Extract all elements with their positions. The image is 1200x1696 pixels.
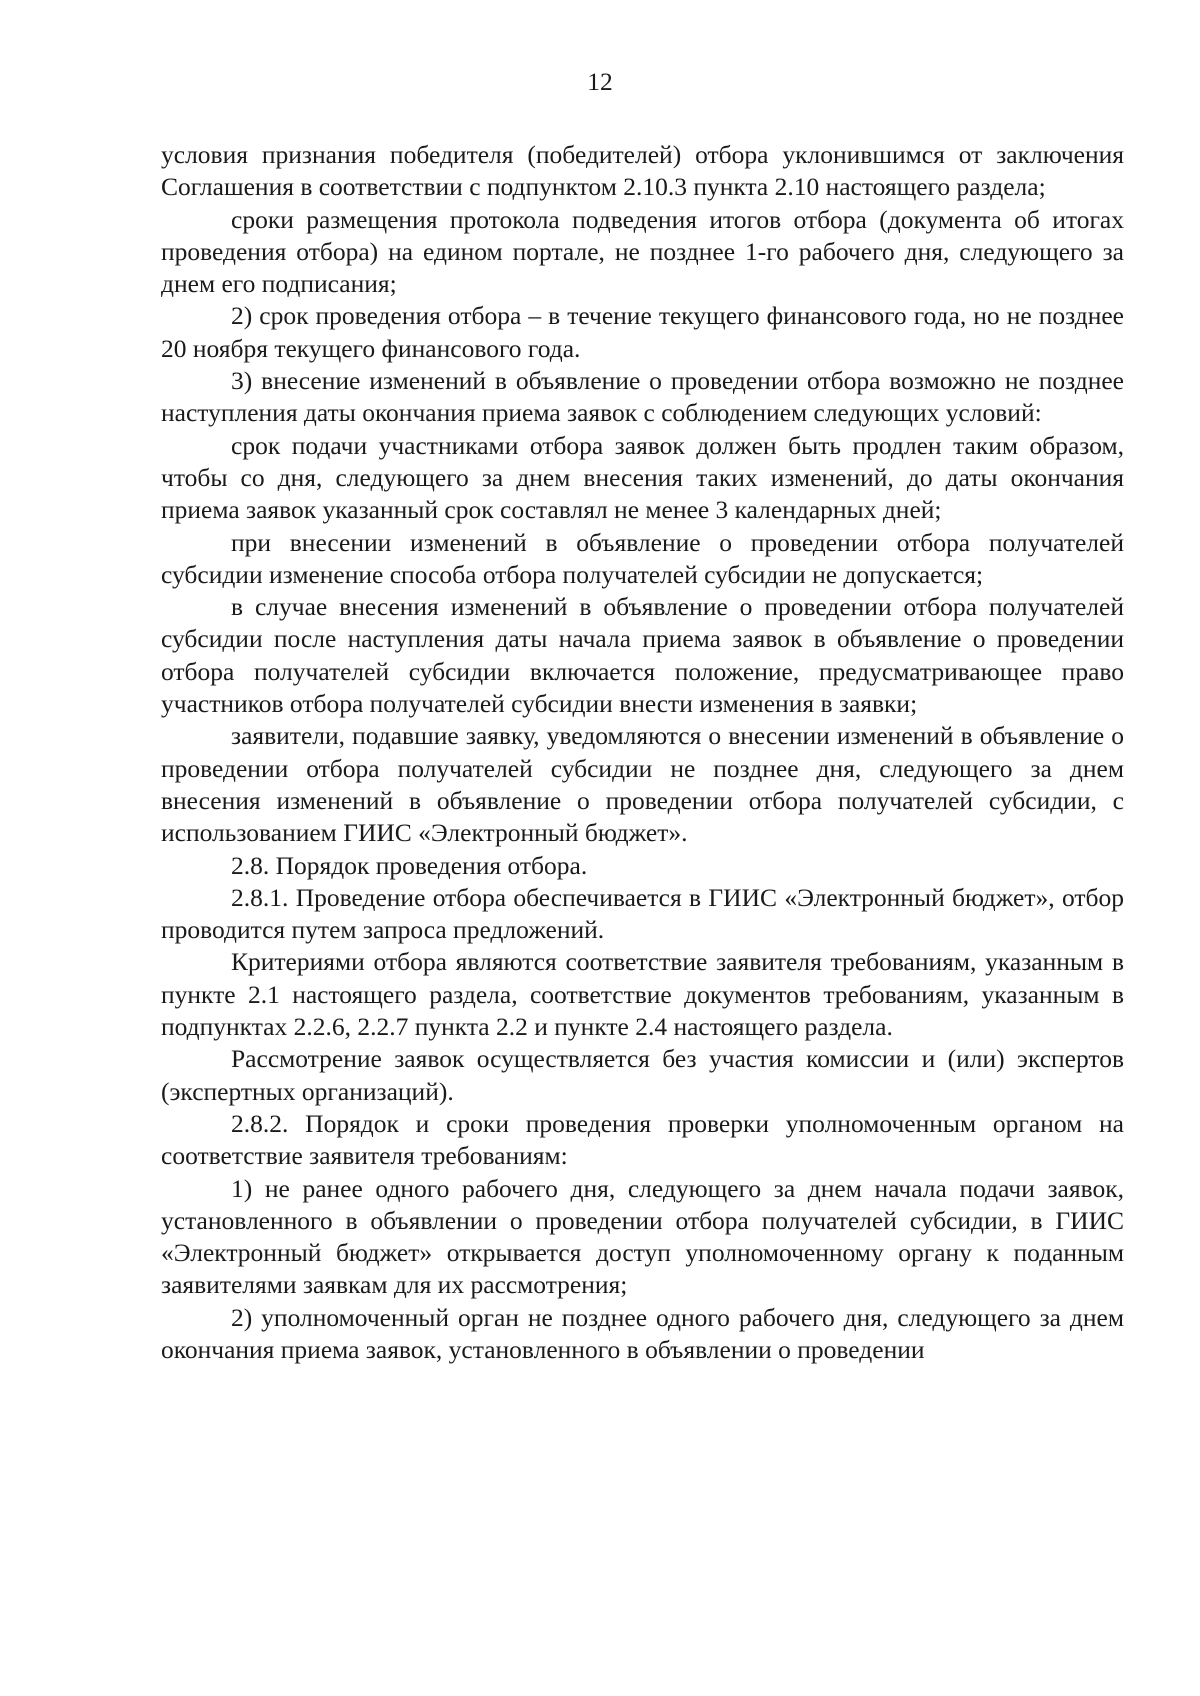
paragraph-5: срок подачи участниками отбора заявок должен быть продлен таким образом, чтобы со дня, следующего за днем внесения таких изменений, до даты окончания приема заявок указанный срок составлял не менее 3 календарных дней; xyxy=(161,430,1124,525)
paragraph-14: 1) не ранее одного рабочего дня, следующего за днем начала подачи заявок, установленного в объявлении о проведении отбора получателей субсидии, в ГИИС «Электронный бюджет» открывается доступ уполномоченному органу к поданным заявителями заявкам для их рассмотрения; xyxy=(161,1173,1124,1300)
paragraph-11: Критериями отбора являются соответствие заявителя требованиям, указанным в пункте 2.1 настоящего раздела, соответствие документов требованиям, указанным в подпунктах 2.2.6, 2.2.7 пункта 2.2 и пункте 2.4 настоящего раздела. xyxy=(161,947,1124,1042)
paragraph-9: 2.8. Порядок проведения отбора. xyxy=(231,850,588,880)
paragraph-4: 3) внесение изменений в объявление о проведении отбора возможно не позднее наступления даты окончания приема заявок с соблюдением следующих условий: xyxy=(161,366,1124,428)
paragraph-10: 2.8.1. Проведение отбора обеспечивается в ГИИС «Электронный бюджет», отбор проводится путем запроса предложений. xyxy=(161,882,1124,945)
paragraph-15: 2) уполномоченный орган не позднее одного рабочего дня, следующего за днем окончания приема заявок, установленного в объявлении о проведении xyxy=(161,1302,1124,1364)
paragraph-8: заявители, подавшие заявку, уведомляются о внесении изменений в объявление о проведении отбора получателей субсидии не позднее дня, следующего за днем внесения изменений в объявление о проведении отбора получателей субсидии, с использованием ГИИС «Электронный бюджет». xyxy=(161,721,1124,848)
paragraph-12: Рассмотрение заявок осуществляется без участия комиссии и (или) экспертов (экспертных организаций). xyxy=(161,1044,1124,1106)
paragraph-2: сроки размещения протокола подведения итогов отбора (документа об итогах проведения отбора) на едином портале, не позднее 1-го рабочего дня, следующего за днем его подписания; xyxy=(161,204,1124,299)
paragraph-6: при внесении изменений в объявление о проведении отбора получателей субсидии изменение способа отбора получателей субсидии не допускается; xyxy=(161,527,1124,589)
paragraph-1: условия признания победителя (победителей) отбора уклонившимся от заключения Соглашения в соответствии с подпунктом 2.10.3 пункта 2.10 настоящего раздела; xyxy=(161,140,1124,202)
paragraph-13: 2.8.2. Порядок и сроки проведения проверки уполномоченным органом на соответствие заявителя требованиям: xyxy=(161,1108,1124,1171)
paragraph-7: в случае внесения изменений в объявление о проведении отбора получателей субсидии после наступления даты начала приема заявок в объявление о проведении отбора получателей субсидии включается положение, предусматривающее право участников отбора получателей субсидии внести изменения в заявки; xyxy=(161,592,1124,719)
paragraph-3: 2) срок проведения отбора – в течение текущего финансового года, но не позднее 20 ноября текущего финансового года. xyxy=(161,301,1124,363)
document-body xyxy=(161,139,1124,1366)
page-number: 12 xyxy=(587,67,613,96)
